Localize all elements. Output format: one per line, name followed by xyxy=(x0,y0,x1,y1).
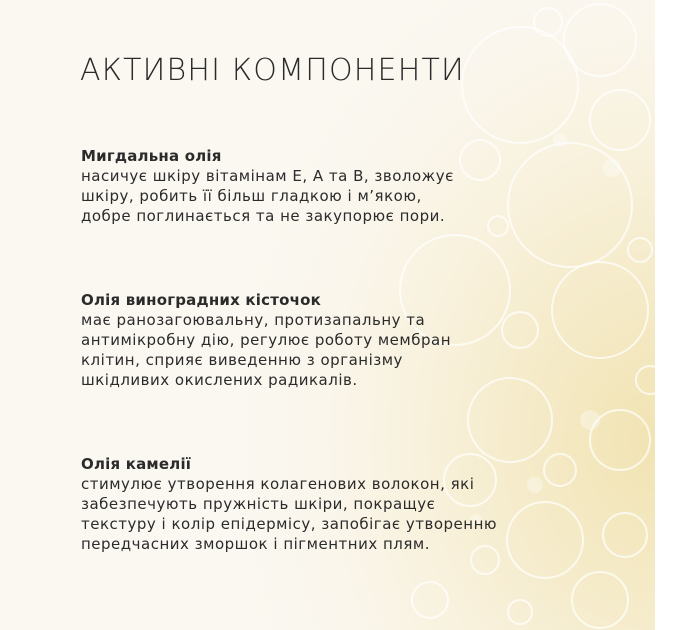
component-name: Мигдальна олія xyxy=(81,147,222,165)
component-name: Олія виноградних кісточок xyxy=(81,291,321,309)
component-almond-oil xyxy=(81,146,551,226)
component-grape-seed-oil xyxy=(81,290,551,390)
page-title: АКТИВНІ КОМПОНЕНТИ xyxy=(80,53,465,88)
component-description: має ранозагоювальну, протизапальну та антимікробну дію, регулює роботу мембран клітин, сприяє виведенню з організму шкідливих окислених радикалів. xyxy=(81,311,451,389)
component-description: стимулює утворення колагенових волокон, які забезпечують пружність шкіри, покращує текстуру і колір епідермісу, запобігає утворенню передчасних зморшок і пігментних плям. xyxy=(81,475,498,553)
component-description: насичує шкіру вітамінам Е, А та В, зволожує шкіру, робить її більш гладкою і м’якою, добре поглинається та не закупорює пори. xyxy=(81,167,454,225)
component-name: Олія камелії xyxy=(81,455,192,473)
component-camellia-oil xyxy=(81,454,551,554)
